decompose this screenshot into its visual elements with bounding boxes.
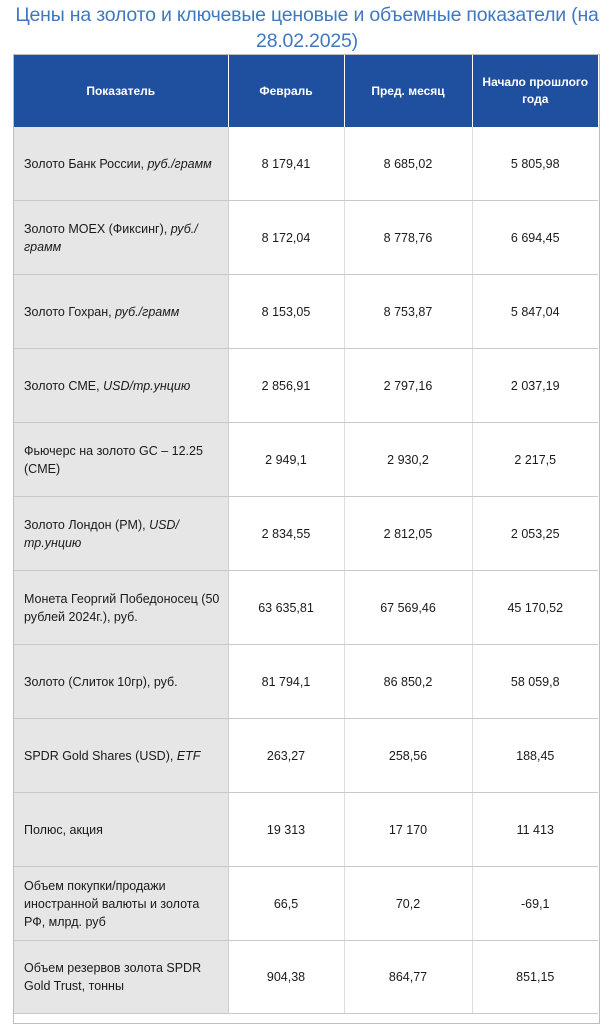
table-row <box>14 201 598 275</box>
value-start-of-last-year: 11 413 <box>472 793 598 867</box>
value-previous-month: 8 753,87 <box>344 275 472 349</box>
header-indicator: Показатель <box>14 55 228 127</box>
row-label: Фьючерс на золото GC – 12.25 (CME) <box>14 423 228 497</box>
value-previous-month: 67 569,46 <box>344 571 472 645</box>
value-start-of-last-year: 851,15 <box>472 941 598 1014</box>
row-label: Монета Георгий Победоносец (50 рублей 2024г.), руб. <box>14 571 228 645</box>
row-label: Золото CME, USD/тр.унцию <box>14 349 228 423</box>
value-february: 263,27 <box>228 719 344 793</box>
table-row <box>14 719 598 793</box>
value-previous-month: 2 797,16 <box>344 349 472 423</box>
value-start-of-last-year: 45 170,52 <box>472 571 598 645</box>
value-start-of-last-year: 2 217,5 <box>472 423 598 497</box>
value-february: 19 313 <box>228 793 344 867</box>
table-row <box>14 127 598 201</box>
value-previous-month: 864,77 <box>344 941 472 1014</box>
value-start-of-last-year: 188,45 <box>472 719 598 793</box>
table-row <box>14 645 598 719</box>
value-previous-month: 2 812,05 <box>344 497 472 571</box>
value-previous-month: 2 930,2 <box>344 423 472 497</box>
value-february: 8 153,05 <box>228 275 344 349</box>
table-row <box>14 423 598 497</box>
value-february: 66,5 <box>228 867 344 941</box>
row-label: Объем резервов золота SPDR Gold Trust, тонны <box>14 941 228 1014</box>
value-start-of-last-year: 58 059,8 <box>472 645 598 719</box>
value-start-of-last-year: 2 053,25 <box>472 497 598 571</box>
row-label: Золото Банк России, руб./грамм <box>14 127 228 201</box>
value-february: 904,38 <box>228 941 344 1014</box>
value-previous-month: 17 170 <box>344 793 472 867</box>
row-label: SPDR Gold Shares (USD), ETF <box>14 719 228 793</box>
value-february: 8 179,41 <box>228 127 344 201</box>
value-february: 2 949,1 <box>228 423 344 497</box>
row-label: Золото Лондон (PM), USD/тр.унцию <box>14 497 228 571</box>
header-previous-month: Пред. месяц <box>344 55 472 127</box>
page-title: Цены на золото и ключевые ценовые и объемные показатели (на 28.02.2025) <box>15 4 599 52</box>
row-label: Объем покупки/продажи иностранной валюты и золота РФ, млрд. руб <box>14 867 228 941</box>
value-february: 8 172,04 <box>228 201 344 275</box>
row-label: Золото Гохран, руб./грамм <box>14 275 228 349</box>
header-start-of-last-year: Начало прошлого года <box>472 55 598 127</box>
header-february: Февраль <box>228 55 344 127</box>
value-february: 2 856,91 <box>228 349 344 423</box>
value-previous-month: 70,2 <box>344 867 472 941</box>
table-row <box>14 275 598 349</box>
value-previous-month: 86 850,2 <box>344 645 472 719</box>
table-row <box>14 793 598 867</box>
value-start-of-last-year: 6 694,45 <box>472 201 598 275</box>
row-label: Полюс, акция <box>14 793 228 867</box>
row-label: Золото MOEX (Фиксинг), руб./грамм <box>14 201 228 275</box>
value-start-of-last-year: 2 037,19 <box>472 349 598 423</box>
table-row <box>14 867 598 941</box>
table-header-row <box>14 55 598 127</box>
value-start-of-last-year: 5 847,04 <box>472 275 598 349</box>
value-february: 81 794,1 <box>228 645 344 719</box>
table-row <box>14 497 598 571</box>
value-start-of-last-year: 5 805,98 <box>472 127 598 201</box>
value-february: 63 635,81 <box>228 571 344 645</box>
value-february: 2 834,55 <box>228 497 344 571</box>
value-start-of-last-year: -69,1 <box>472 867 598 941</box>
value-previous-month: 8 685,02 <box>344 127 472 201</box>
table-row <box>14 941 598 1014</box>
row-label: Золото (Слиток 10гр), руб. <box>14 645 228 719</box>
table-row <box>14 349 598 423</box>
value-previous-month: 8 778,76 <box>344 201 472 275</box>
table-row <box>14 571 598 645</box>
gold-prices-table <box>14 55 598 1014</box>
value-previous-month: 258,56 <box>344 719 472 793</box>
